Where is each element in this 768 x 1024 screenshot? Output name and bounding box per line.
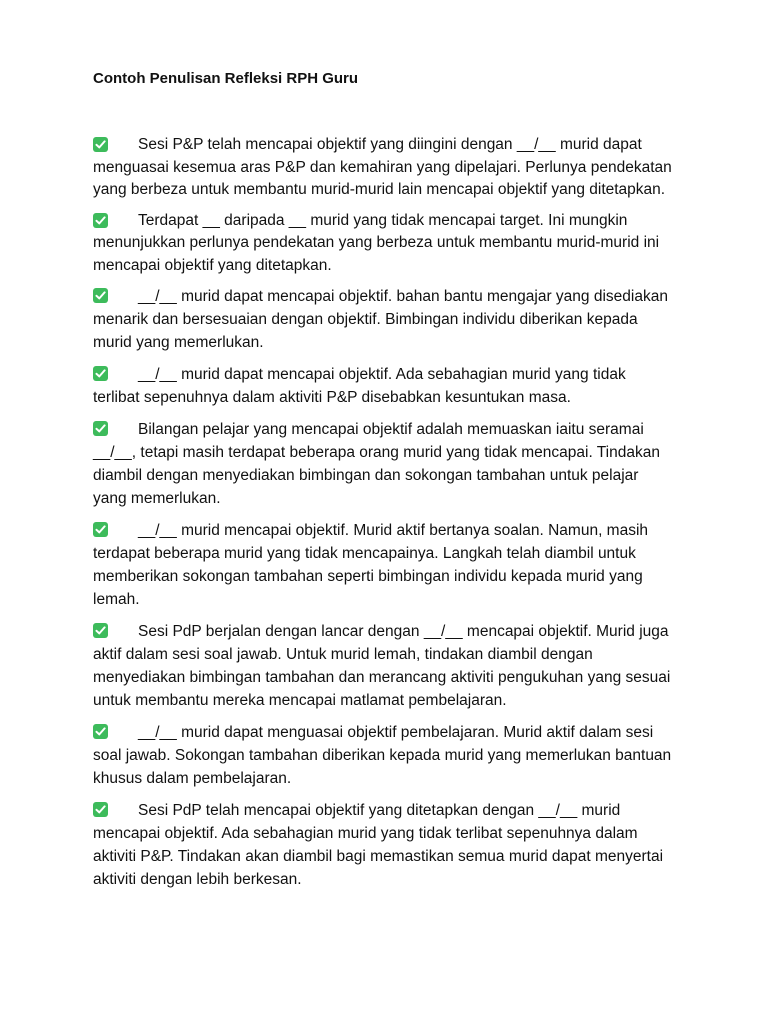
check-mark-icon: [93, 724, 108, 739]
reflection-item-2: [93, 210, 675, 278]
document-page: [93, 68, 675, 900]
reflection-text: Sesi PdP berjalan dengan lancar dengan __/__ mencapai objektif. Murid juga aktif dalam sesi soal jawab. Untuk murid lemah, tindakan diambil dengan menyediakan bimbingan tambahan dan merancang aktiviti pengukuhan yang sesuai untuk membantu mereka mencapai matlamat pembelajaran.: [93, 623, 671, 709]
reflection-text: __/__ murid dapat mencapai objektif. Ada sebahagian murid yang tidak terlibat sepenuhnya dalam aktiviti P&P disebabkan kesuntukan masa.: [93, 366, 626, 406]
check-mark-icon: [93, 522, 108, 537]
reflection-text: __/__ murid mencapai objektif. Murid aktif bertanya soalan. Namun, masih terdapat beberapa murid yang tidak mencapainya. Langkah telah diambil untuk memberikan sokongan tambahan seperti bimbingan individu kepada murid yang lemah.: [93, 522, 649, 608]
reflection-text: Sesi P&P telah mencapai objektif yang diingini dengan __/__ murid dapat menguasai kesemua aras P&P dan kemahiran yang dipelajari. Perlunya pendekatan yang berbeza untuk membantu murid-murid lain mencapai objektif yang ditetapkan.: [93, 136, 672, 198]
reflection-item-9: [93, 799, 675, 891]
reflection-text: Bilangan pelajar yang mencapai objektif adalah memuaskan iaitu seramai __/__, tetapi masih terdapat beberapa orang murid yang tidak mencapai. Tindakan diambil dengan menyediakan bimbingan dan sokongan tambahan untuk pelajar yang memerlukan.: [93, 421, 660, 507]
check-mark-icon: [93, 802, 108, 817]
check-mark-icon: [93, 213, 108, 228]
reflection-item-6: [93, 519, 675, 611]
reflection-text: Terdapat __ daripada __ murid yang tidak mencapai target. Ini mungkin menunjukkan perlunya pendekatan yang berbeza untuk membantu murid-murid ini mencapai objektif yang ditetapkan.: [93, 211, 660, 274]
check-mark-icon: [93, 137, 108, 152]
reflection-item-5: [93, 418, 675, 510]
reflection-item-1: [93, 134, 675, 202]
reflection-text: __/__ murid dapat mencapai objektif. bahan bantu mengajar yang disediakan menarik dan bersesuaian dengan objektif. Bimbingan individu diberikan kepada murid yang memerlukan.: [93, 288, 668, 351]
check-mark-icon: [93, 623, 108, 638]
document-title: Contoh Penulisan Refleksi RPH Guru: [93, 70, 359, 87]
reflection-item-8: [93, 721, 675, 790]
check-mark-icon: [93, 421, 108, 436]
check-mark-icon: [93, 288, 108, 303]
reflection-item-3: [93, 285, 675, 354]
reflection-item-4: [93, 363, 675, 409]
reflection-text: Sesi PdP telah mencapai objektif yang ditetapkan dengan __/__ murid mencapai objektif. Ada sebahagian murid yang tidak terlibat sepenuhnya dalam aktiviti P&P. Tindakan akan diambil bagi memastikan semua murid dapat menyertai aktiviti dengan lebih berkesan.: [93, 802, 664, 888]
reflection-item-7: [93, 620, 675, 712]
reflection-text: __/__ murid dapat menguasai objektif pembelajaran. Murid aktif dalam sesi soal jawab. Sokongan tambahan diberikan kepada murid yang memerlukan bantuan khusus dalam pembelajaran.: [93, 724, 672, 787]
check-mark-icon: [93, 366, 108, 381]
